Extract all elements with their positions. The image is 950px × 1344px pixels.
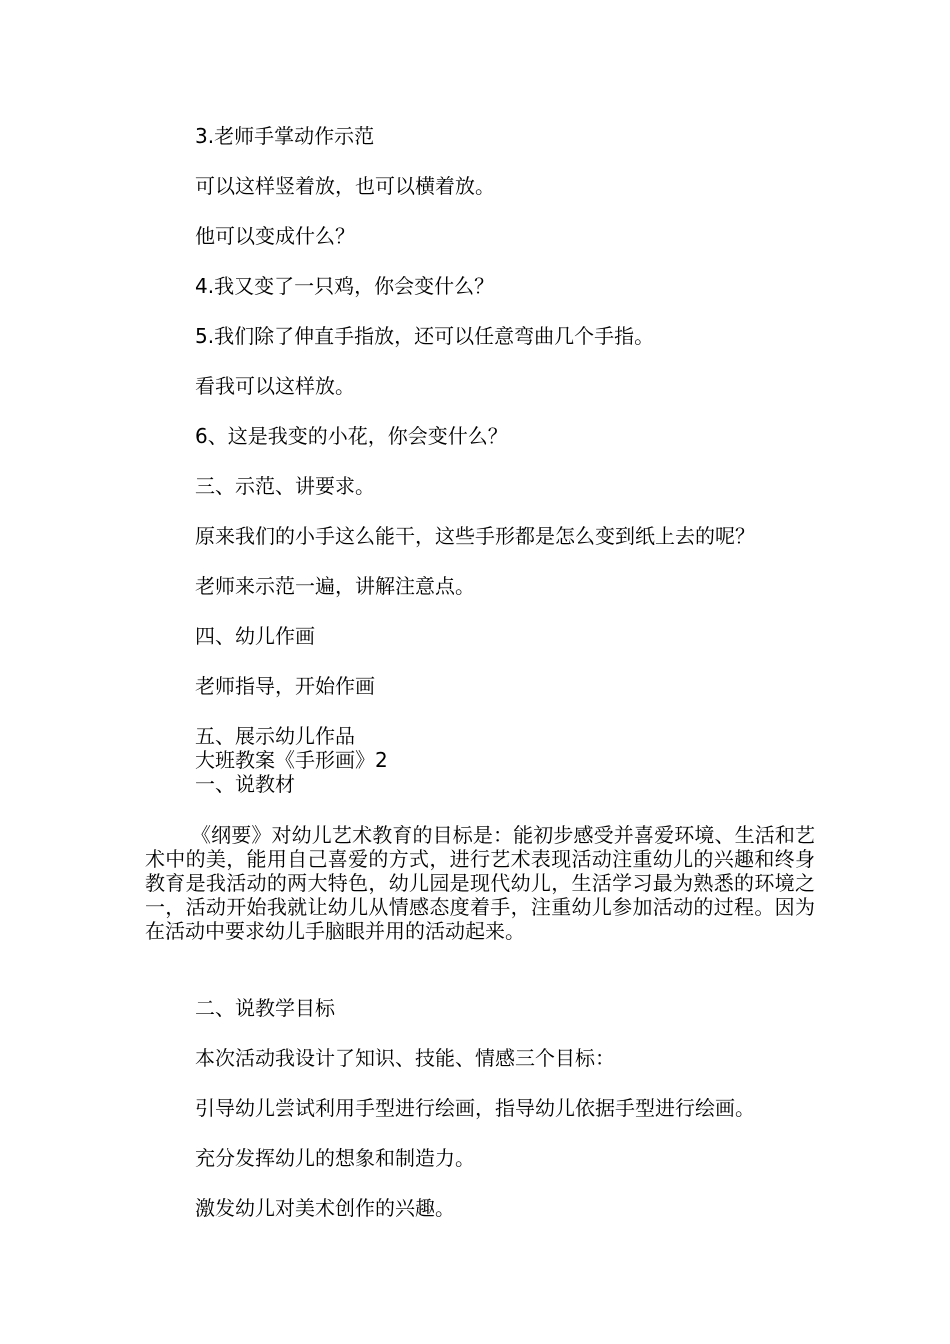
section-heading: 一、说教材 (195, 772, 295, 796)
text-line: 3.老师手掌动作示范 (195, 124, 375, 148)
section-heading: 四、幼儿作画 (195, 624, 315, 648)
body-paragraph: 《纲要》对幼儿艺术教育的目标是：能初步感受并喜爱环境、生活和艺术中的美，能用自己喜爱的方式，进行艺术表现活动注重幼儿的兴趣和终身教育是我活动的两大特色，幼儿园是现代幼儿，生活学习最为熟悉的环境之一，活动开始我就让幼儿从情感态度着手，注重幼儿参加活动的过程。因为在活动中要求幼儿手脑眼并用的活动起来。 (145, 823, 815, 943)
text-line: 看我可以这样放。 (195, 374, 355, 398)
text-line: 激发幼儿对美术创作的兴趣。 (195, 1196, 455, 1220)
text-line: 他可以变成什么？ (195, 224, 355, 248)
document-title: 大班教案《手形画》2 (195, 748, 388, 772)
section-heading: 三、示范、讲要求。 (195, 474, 375, 498)
text-line: 充分发挥幼儿的想象和制造力。 (195, 1146, 475, 1170)
text-line: 5.我们除了伸直手指放，还可以任意弯曲几个手指。 (195, 324, 655, 348)
text-line: 老师指导，开始作画 (195, 674, 375, 698)
text-line: 原来我们的小手这么能干，这些手形都是怎么变到纸上去的呢？ (195, 524, 755, 548)
section-heading: 五、展示幼儿作品 (195, 724, 355, 748)
text-line: 引导幼儿尝试利用手型进行绘画，指导幼儿依据手型进行绘画。 (195, 1096, 755, 1120)
text-line: 老师来示范一遍，讲解注意点。 (195, 574, 475, 598)
text-line: 可以这样竖着放，也可以横着放。 (195, 174, 495, 198)
text-line: 4.我又变了一只鸡，你会变什么？ (195, 274, 495, 298)
text-line: 本次活动我设计了知识、技能、情感三个目标： (195, 1046, 615, 1070)
section-heading: 二、说教学目标 (195, 996, 335, 1020)
text-line: 6、这是我变的小花，你会变什么？ (195, 424, 508, 448)
